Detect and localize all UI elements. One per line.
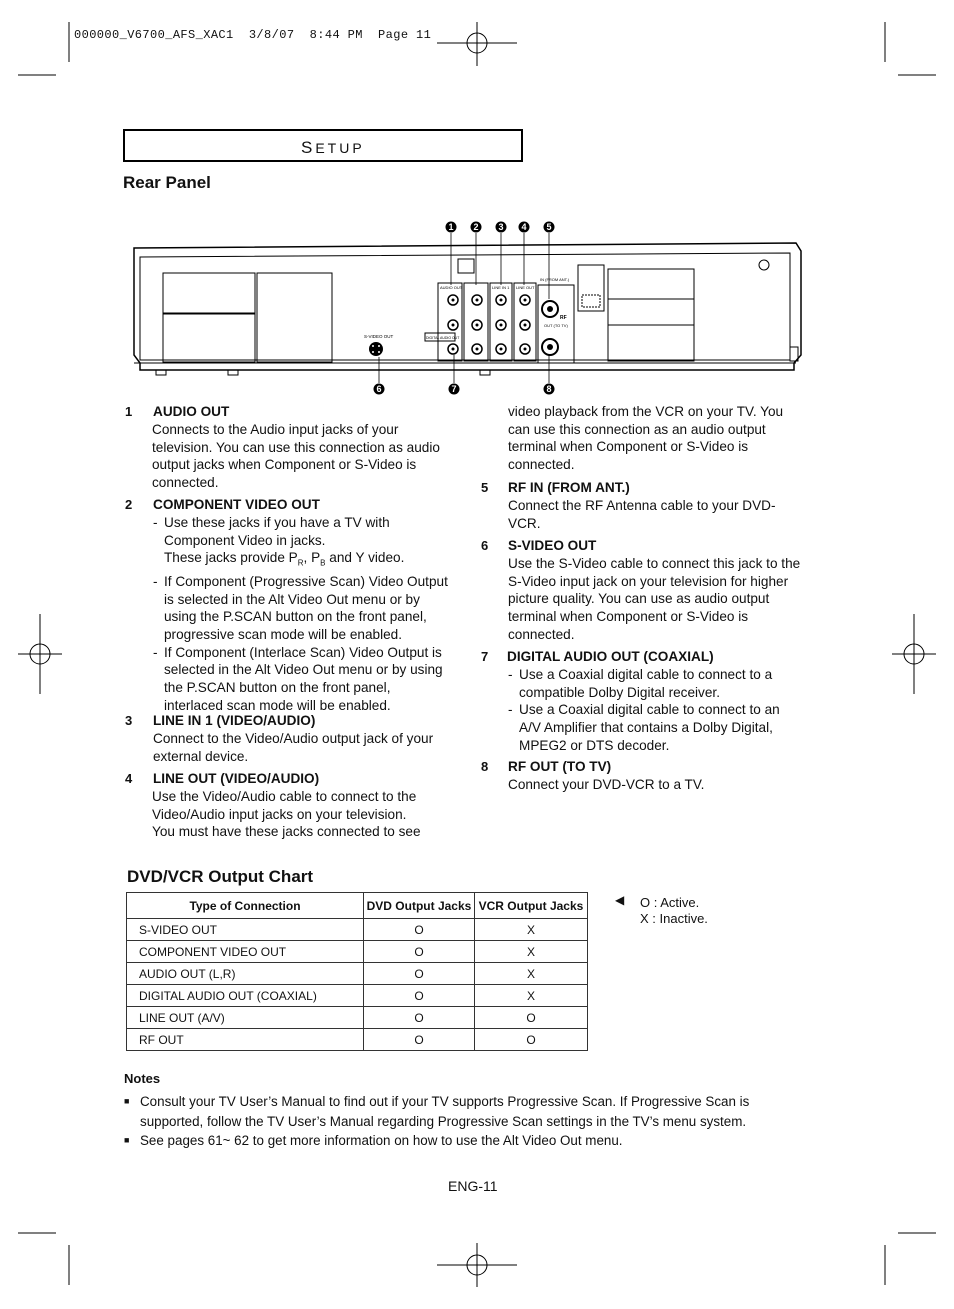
svg-text:5: 5 [546,222,552,232]
svg-text:DIGITAL AUDIO OUT: DIGITAL AUDIO OUT [426,336,460,340]
table-header-row [127,893,588,919]
svg-text:S-VIDEO OUT: S-VIDEO OUT [364,334,394,339]
col-dvd: DVD Output Jacks [364,893,475,919]
bullet-square-icon: ■ [124,1135,130,1145]
svg-text:2: 2 [473,222,479,232]
rear-panel-diagram [120,215,810,400]
arrow-left-icon: ◀ [615,893,625,907]
page-number: ENG-11 [448,1178,498,1194]
col-type: Type of Connection [127,893,364,919]
section-header [123,129,523,162]
svg-text:IN (FROM ANT.): IN (FROM ANT.) [540,277,570,282]
table-row: LINE OUT (A/V) O O [127,1007,588,1029]
table-row: S-VIDEO OUT O X [127,919,588,941]
table-row: RF OUT O O [127,1029,588,1051]
svg-text:LINE OUT: LINE OUT [516,285,535,290]
bullet-square-icon: ■ [124,1096,130,1106]
svg-text:8: 8 [546,384,552,394]
svg-text:7: 7 [451,384,457,394]
table-row: DIGITAL AUDIO OUT (COAXIAL) O X [127,985,588,1007]
note-item: ■ Consult your TV User’s Manual to find out if your TV supports Progressive Scan. If Progressive Scan is supported, follow the TV User’s Manual regarding Progressive Scan settings in the TV’s menu system. [124,1094,750,1129]
table-row: COMPONENT VIDEO OUT O X [127,941,588,963]
output-chart-table [126,892,588,1051]
section-title: SETUP [301,138,365,157]
output-chart-heading: DVD/VCR Output Chart [127,867,314,886]
notes-title: Notes [124,1071,161,1086]
svg-text:3: 3 [498,222,504,232]
svg-text:6: 6 [376,384,382,394]
svg-text:AUDIO OUT: AUDIO OUT [440,285,463,290]
note-item: ■ See pages 61~ 62 to get more information on how to use the Alt Video Out menu. [124,1131,784,1151]
rear-panel-heading: Rear Panel [123,173,211,192]
chart-legend: ◀ O : Active. X : Inactive. [615,893,708,926]
svg-text:1: 1 [448,222,454,232]
print-slug: 000000_V6700_AFS_XAC1 3/8/07 8:44 PM Page 11 [74,28,432,42]
item-line-out-continued: video playback from the VCR on your TV. You can use this connection as an audio output terminal when Component or S-Video is connected. [508,404,784,473]
col-vcr: VCR Output Jacks [475,893,588,919]
svg-text:LINE IN 1: LINE IN 1 [492,285,510,290]
svg-text:4: 4 [521,222,527,232]
svg-text:RF: RF [560,315,567,321]
svg-text:OUT (TO TV): OUT (TO TV) [544,323,568,328]
table-row: AUDIO OUT (L,R) O X [127,963,588,985]
